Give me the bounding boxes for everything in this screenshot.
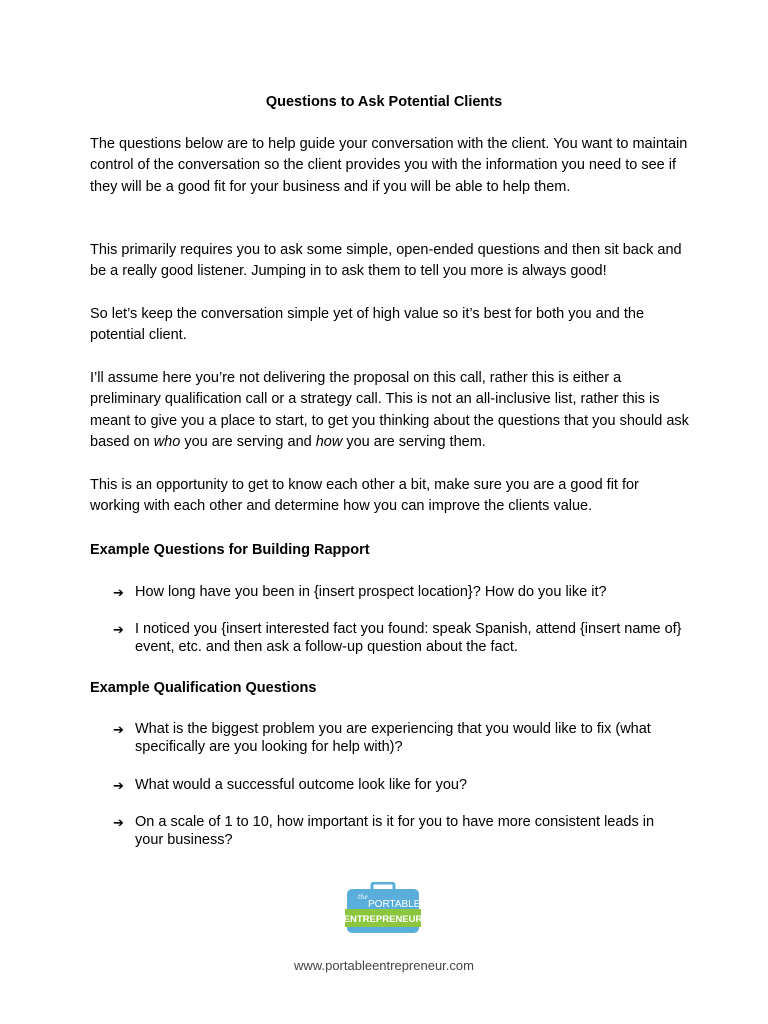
rapport-question-2 (113, 621, 683, 656)
simplicity-paragraph: So let’s keep the conversation simple yet of high value so it’s best for both you and the potential client. (90, 306, 645, 344)
assumption-text-part-2: you are serving and (180, 433, 316, 450)
qualification-question-3 (113, 814, 683, 849)
emphasis-how: how (315, 433, 343, 450)
rapport-question-2-text: I noticed you {insert interested fact you found: speak Spanish, attend {insert name of} event, etc. and then ask a follow-up question about the fact. (135, 621, 682, 655)
qualification-question-1 (113, 721, 683, 756)
svg-text:ENTREPRENEUR: ENTREPRENEUR (344, 914, 422, 925)
qualification-heading: Example Qualification Questions (90, 680, 317, 696)
arrow-bullet-icon: ➔ (113, 722, 124, 737)
portable-entrepreneur-logo (344, 882, 422, 934)
listening-paragraph: This primarily requires you to ask some simple, open-ended questions and then sit back and be a really good listener. Jumping in to ask them to tell you more is always good! (90, 242, 682, 280)
arrow-bullet-icon: ➔ (113, 622, 124, 637)
svg-text:the: the (358, 894, 368, 901)
assumption-text-part-3: you are serving them. (342, 433, 486, 450)
rapport-question-1 (113, 584, 683, 602)
qualification-question-2 (113, 777, 683, 795)
assumption-text-part-1: I’ll assume here you’re not delivering the proposal on this call, rather this is either a preliminary qualification call or a strategy call. This is not an all-inclusive list, rather this is meant to give you a place to start, to get you thinking about the questions that you should ask based on (90, 370, 689, 450)
rapport-heading: Example Questions for Building Rapport (90, 542, 370, 558)
assumption-paragraph (90, 368, 690, 453)
intro-paragraph: The questions below are to help guide your conversation with the client. You want to maintain control of the conversation so the client provides you with the information you need to see if they will be a good fit for your business and if you will be able to help them. (90, 136, 688, 195)
qualification-question-3-text: On a scale of 1 to 10, how important is it for you to have more consistent leads in your business? (135, 814, 655, 848)
arrow-bullet-icon: ➔ (113, 585, 124, 600)
qualification-question-2-text: What would a successful outcome look like for you? (135, 777, 468, 793)
arrow-bullet-icon: ➔ (113, 815, 124, 830)
footer-website-url: www.portableentrepreneur.com (294, 958, 474, 973)
page-title: Questions to Ask Potential Clients (265, 94, 503, 110)
emphasis-who: who (153, 433, 181, 450)
arrow-bullet-icon: ➔ (113, 778, 124, 793)
rapport-question-1-text: How long have you been in {insert prospect location}? How do you like it? (135, 584, 607, 600)
qualification-question-1-text: What is the biggest problem you are experiencing that you would like to fix (what specifically are you looking for help with)? (135, 721, 651, 755)
opportunity-paragraph: This is an opportunity to get to know each other a bit, make sure you are a good fit for working with each other and determine how you can improve the clients value. (90, 477, 639, 515)
svg-text:PORTABLE: PORTABLE (368, 899, 421, 910)
